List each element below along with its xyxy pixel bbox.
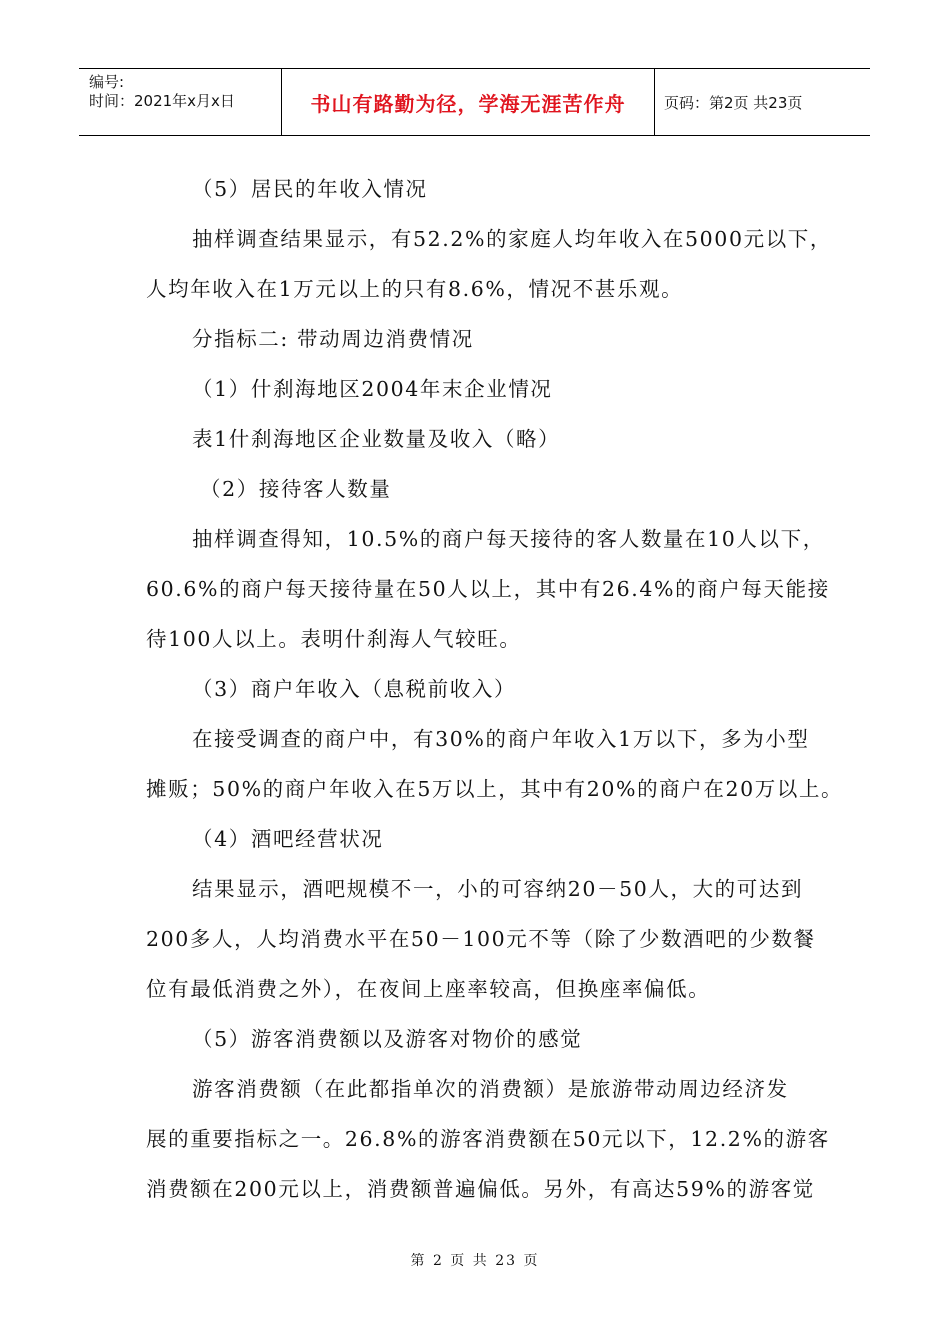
paragraph-line: 抽样调查得知，10.5%的商户每天接待的客人数量在10人以下，	[192, 527, 825, 551]
paragraph-line: 抽样调查结果显示，有52.2%的家庭人均年收入在5000元以下，	[192, 227, 832, 251]
paragraph-line: 待100人以上。表明什刹海人气较旺。	[146, 627, 522, 651]
section-heading: （4）酒吧经营状况	[192, 827, 384, 851]
section-heading: 分指标二: 带动周边消费情况	[192, 327, 474, 351]
page-footer: 第 2 页 共 23 页	[410, 1253, 540, 1269]
header-meta	[79, 69, 282, 135]
header-motto: 书山有路勤为径，学海无涯苦作舟	[282, 69, 655, 135]
section-heading: （1）什刹海地区2004年末企业情况	[192, 377, 553, 401]
paragraph-line: 人均年收入在1万元以上的只有8.6%，情况不甚乐观。	[146, 277, 684, 301]
paragraph-line: 结果显示，酒吧规模不一，小的可容纳20－50人，大的可达到	[192, 877, 804, 901]
page-header	[79, 68, 870, 136]
section-heading: （5）居民的年收入情况	[192, 177, 428, 201]
section-heading: （5）游客消费额以及游客对物价的感觉	[192, 1027, 583, 1051]
paragraph-line: 位有最低消费之外），在夜间上座率较高，但换座率偏低。	[146, 977, 711, 1001]
header-page-info: 页码：第2页 共23页	[664, 93, 803, 112]
paragraph-line: 60.6%的商户每天接待量在50人以上，其中有26.4%的商户每天能接	[146, 577, 830, 601]
paragraph-line: 消费额在200元以上，消费额普遍偏低。另外，有高达59%的游客觉	[146, 1177, 815, 1201]
document-date: 时间：2021年x月x日	[89, 92, 235, 110]
paragraph-line: 游客消费额（在此都指单次的消费额）是旅游带动周边经济发	[192, 1077, 789, 1101]
section-heading: （3）商户年收入（息税前收入）	[192, 677, 517, 701]
paragraph-line: 展的重要指标之一。26.8%的游客消费额在50元以下，12.2%的游客	[146, 1127, 830, 1151]
section-heading: （2）接待客人数量	[200, 477, 392, 501]
table-caption: 表1什刹海地区企业数量及收入（略）	[192, 427, 561, 451]
paragraph-line: 在接受调查的商户中，有30%的商户年收入1万以下，多为小型	[192, 727, 810, 751]
paragraph-line: 200多人，人均消费水平在50－100元不等（除了少数酒吧的少数餐	[146, 927, 816, 951]
paragraph-line: 摊贩；50%的商户年收入在5万以上，其中有20%的商户在20万以上。	[146, 777, 844, 801]
document-number-label: 编号:	[89, 73, 125, 91]
